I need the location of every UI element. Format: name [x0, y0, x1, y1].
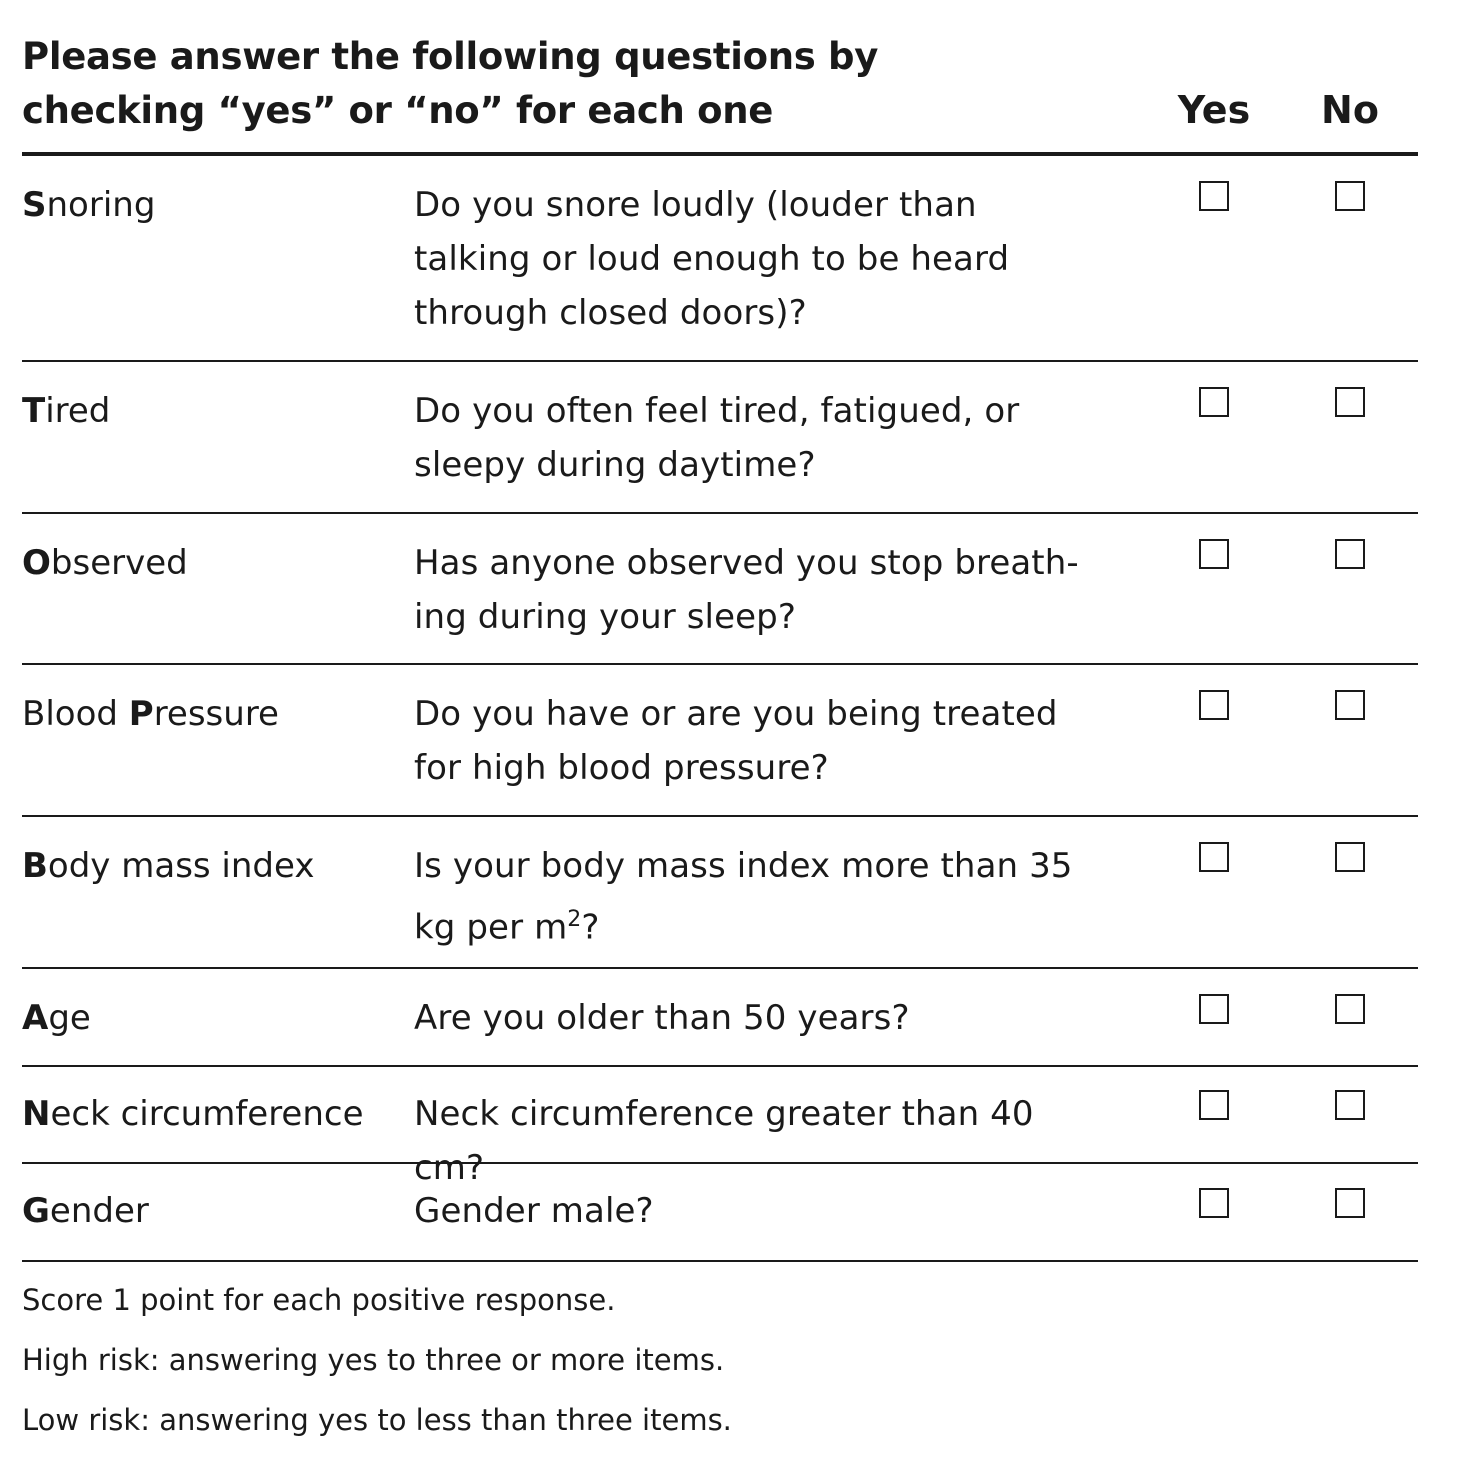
question-age: Are you older than 50 years?	[414, 998, 910, 1038]
label-rest: eck circumference	[50, 1094, 364, 1134]
row-label-age	[22, 991, 91, 1045]
label-initial: O	[22, 543, 51, 583]
row-label-blood-pressure	[22, 687, 279, 741]
label-initial: S	[22, 185, 47, 225]
row-label-snoring	[22, 178, 155, 232]
neck-yes-checkbox[interactable]	[1199, 1090, 1229, 1120]
blood-pressure-yes-checkbox[interactable]	[1199, 690, 1229, 720]
gender-yes-checkbox[interactable]	[1199, 1188, 1229, 1218]
instructions-line-1: Please answer the following questions by	[22, 35, 879, 78]
question-observed-line-2: ing during your sleep?	[414, 597, 796, 637]
age-yes-checkbox[interactable]	[1199, 994, 1229, 1024]
questionnaire-header	[22, 0, 1418, 156]
question-observed-line-1: Has anyone observed you stop breath-	[414, 543, 1079, 583]
label-rest: bserved	[50, 543, 188, 583]
row-label-observed	[22, 536, 188, 590]
stop-bang-questionnaire	[22, 0, 1418, 1468]
yes-column-header: Yes	[1177, 88, 1251, 132]
tired-no-checkbox[interactable]	[1335, 387, 1365, 417]
label-rest: ired	[45, 391, 111, 431]
high-risk-note: High risk: answering yes to three or more items.	[22, 1343, 725, 1377]
blood-pressure-no-checkbox[interactable]	[1335, 690, 1365, 720]
table-row-tired	[22, 362, 1418, 514]
table-row-observed	[22, 514, 1418, 665]
label-rest: ender	[49, 1191, 149, 1231]
question-neck-circumference: Neck circumference greater than 40 cm?	[414, 1094, 1034, 1188]
bmi-no-checkbox[interactable]	[1335, 842, 1365, 872]
label-initial: B	[22, 846, 48, 886]
instructions-line-2: checking “yes” or “no” for each one	[22, 89, 774, 132]
label-initial: G	[22, 1191, 50, 1231]
table-row-gender	[22, 1164, 1418, 1262]
no-column-header: No	[1321, 88, 1379, 132]
instructions-heading	[22, 30, 922, 138]
table-row-blood-pressure	[22, 665, 1418, 817]
snoring-yes-checkbox[interactable]	[1199, 181, 1229, 211]
label-rest: ressure	[153, 694, 279, 734]
snoring-no-checkbox[interactable]	[1335, 181, 1365, 211]
row-label-neck-circumference	[22, 1087, 364, 1141]
age-no-checkbox[interactable]	[1335, 994, 1365, 1024]
table-row-body-mass-index	[22, 817, 1418, 969]
label-initial: T	[22, 391, 46, 431]
observed-no-checkbox[interactable]	[1335, 539, 1365, 569]
question-body-mass-index	[414, 839, 1104, 954]
gender-no-checkbox[interactable]	[1335, 1188, 1365, 1218]
label-initial: P	[128, 694, 154, 734]
score-note: Score 1 point for each positive response.	[22, 1283, 616, 1317]
bmi-yes-checkbox[interactable]	[1199, 842, 1229, 872]
row-label-gender	[22, 1184, 149, 1238]
label-initial: A	[22, 998, 49, 1038]
question-blood-pressure: Do you have or are you being treated for high blood pressure?	[414, 694, 1058, 788]
label-rest: ge	[48, 998, 91, 1038]
table-row-snoring	[22, 156, 1418, 362]
question-observed	[414, 536, 1104, 644]
question-bmi-text: Is your body mass index more than 35 kg per m	[414, 846, 1073, 948]
label-rest: ody mass index	[47, 846, 315, 886]
question-bmi-superscript: 2	[567, 907, 582, 932]
tired-yes-checkbox[interactable]	[1199, 387, 1229, 417]
table-row-neck-circumference	[22, 1067, 1418, 1188]
question-tired: Do you often feel tired, fatigued, or sleepy during daytime?	[414, 391, 1020, 485]
label-initial: N	[22, 1094, 51, 1134]
label-prefix: Blood	[22, 694, 129, 734]
question-snoring: Do you snore loudly (louder than talking or loud enough to be heard through closed doors)?	[414, 185, 1010, 333]
neck-no-checkbox[interactable]	[1335, 1090, 1365, 1120]
label-rest: noring	[46, 185, 156, 225]
question-bmi-end: ?	[581, 907, 600, 948]
table-row-age	[22, 969, 1418, 1067]
observed-yes-checkbox[interactable]	[1199, 539, 1229, 569]
row-label-body-mass-index	[22, 839, 314, 893]
row-label-tired	[22, 384, 110, 438]
low-risk-note: Low risk: answering yes to less than three items.	[22, 1403, 732, 1437]
question-gender: Gender male?	[414, 1191, 654, 1231]
